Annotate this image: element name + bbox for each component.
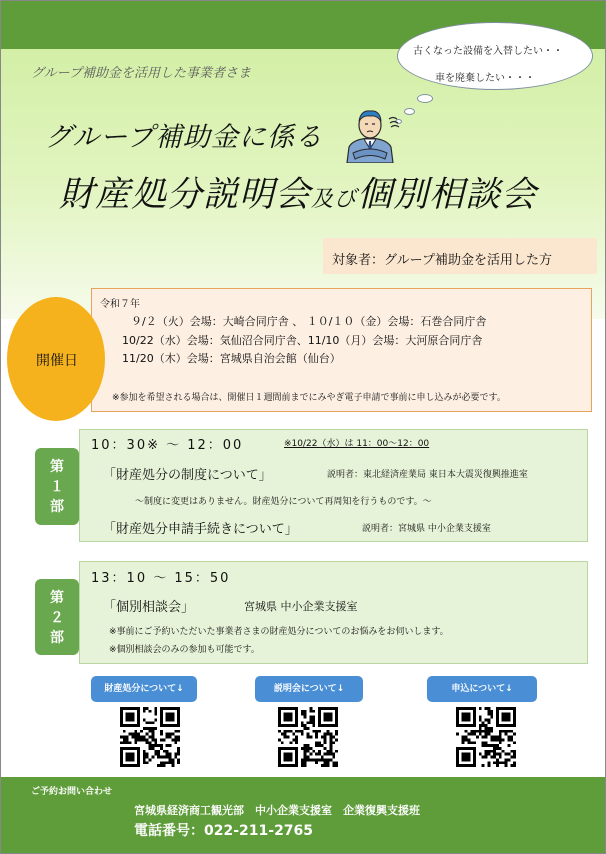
part-1-time-note: ※10/22（水）は 11：00～12：00 — [284, 439, 430, 449]
thinking-businessman-icon — [339, 105, 401, 163]
consultation-title: 「個別相談会」 — [103, 600, 195, 615]
thought-line-1: 古くなった設備を入替したい・・ — [413, 46, 563, 57]
seminar-1-note: ～制度に変更はありません。財産処分について再周知を行うものです。～ — [135, 497, 432, 507]
schedule-year: 令和７年 — [100, 299, 140, 310]
title-conjunction: 及び — [311, 187, 358, 212]
target-audience-text: 対象者：グループ補助金を活用した方 — [332, 253, 552, 268]
thought-line-2: 車を廃棄したい・・・ — [435, 73, 535, 84]
dates-circle-label: 開催日 — [36, 353, 78, 369]
qr-code-icon[interactable] — [456, 707, 516, 767]
title-line-1: グループ補助金に係る — [45, 122, 323, 153]
part-1-time: 10：30※ ～ 12：00 — [91, 438, 244, 453]
audience-line: グループ補助金を活用した事業者さま — [31, 66, 251, 81]
part-2-tab-char: ２ — [50, 610, 64, 626]
consultation-note-2: ※個別相談会のみの参加も可能です。 — [109, 645, 260, 655]
qr-code-icon[interactable] — [278, 707, 338, 767]
part-2-tab — [35, 579, 79, 655]
part-2-tab-char: 第 — [50, 590, 64, 606]
schedule-note: ※参加を希望される場合は、開催日１週間前までにみやぎ電子申請で事前に申し込みが必要です。 — [112, 393, 506, 403]
contact-department: 宮城県経済商工観光部 中小企業支援室 企業復興支援班 — [134, 804, 420, 817]
contact-label: ご予約お問い合わせ — [31, 787, 113, 797]
title-line-2 — [59, 167, 537, 217]
consultation-note-1: ※事前にご予約いただいた事業者さまの財産処分についてのお悩みをお伺いします。 — [109, 627, 449, 637]
contact-phone: 電話番号：022-211-2765 — [134, 823, 314, 839]
title-part-2: 個別相談会 — [357, 175, 538, 215]
part-1-tab-char: １ — [50, 479, 64, 495]
property-disposal-link-button[interactable]: 財産処分について↓ — [91, 676, 197, 702]
part-1-tab-char: 部 — [50, 499, 64, 515]
title-part-1: 財産処分説明会 — [59, 175, 312, 215]
seminar-2-presenter: 説明者：宮城県 中小企業支援室 — [362, 524, 491, 534]
schedule-line-2: 10/22（水）会場：気仙沼合同庁舎、11/10（月）会場：大河原合同庁舎 — [122, 334, 483, 347]
schedule-line-1: ９/２（火）会場：大崎合同庁舎 、 １０/１０（金）会場：石巻合同庁舎 — [131, 315, 487, 328]
qr-code-icon[interactable] — [120, 707, 180, 767]
part-1-tab — [35, 448, 79, 525]
seminar-2-title: 「財産処分申請手続きについて」 — [103, 522, 298, 537]
part-1-tab-char: 第 — [50, 459, 64, 475]
briefing-link-button[interactable]: 説明会について↓ — [255, 676, 363, 702]
part-2-time: 13：10 ～ 15：50 — [91, 571, 231, 586]
thought-dot — [417, 94, 433, 103]
seminar-1-title: 「財産処分の制度について」 — [103, 468, 272, 483]
part-2-tab-char: 部 — [50, 630, 64, 646]
seminar-1-presenter: 説明者：東北経済産業局 東日本大震災復興推進室 — [327, 470, 528, 480]
schedule-line-3: 11/20（木）会場：宮城県自治会館（仙台） — [122, 352, 341, 365]
consultation-presenter: 宮城県 中小企業支援室 — [244, 600, 358, 613]
thought-dot — [404, 108, 415, 115]
application-link-button[interactable]: 申込について↓ — [427, 676, 537, 702]
